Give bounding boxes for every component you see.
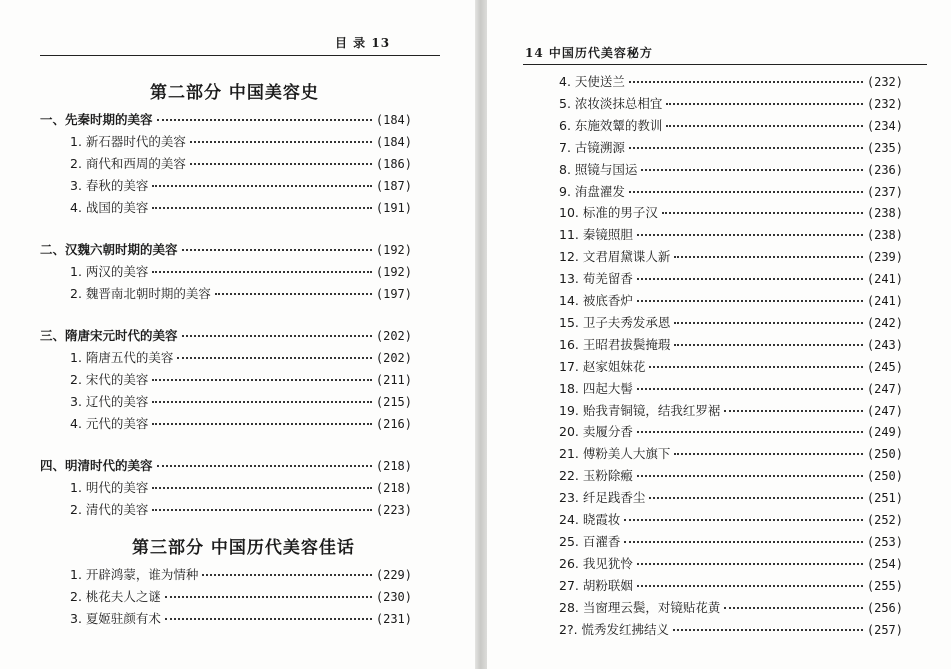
- toc-entry-title: 24. 晓霞妆: [559, 512, 621, 527]
- toc-entry[interactable]: [70, 501, 412, 519]
- dot-leader: [629, 147, 863, 149]
- dot-leader: [649, 497, 863, 499]
- dot-leader: [152, 207, 371, 209]
- toc-entry-title: 5. 浓妆淡抹总相宜: [559, 95, 663, 111]
- toc-entry-title: 2. 商代和西周的美容: [70, 156, 186, 171]
- toc-entry[interactable]: [559, 292, 903, 310]
- dot-leader: [637, 431, 863, 433]
- toc-entry[interactable]: [70, 155, 412, 173]
- toc-page-number: (230): [375, 590, 412, 604]
- toc-page-number: (247): [866, 381, 903, 396]
- dot-leader: [674, 256, 863, 258]
- toc-entry-title: 2. 宋代的美容: [70, 372, 149, 387]
- toc-entry-title: 8. 照镜与国运: [559, 161, 638, 177]
- dot-leader: [624, 541, 863, 543]
- toc-page-number: (243): [866, 337, 903, 352]
- toc-section-entry[interactable]: [40, 241, 412, 259]
- toc-page-number: (231): [375, 612, 412, 626]
- toc-page-number: (252): [866, 513, 903, 527]
- dot-leader: [202, 574, 371, 576]
- toc-entry-title: 1. 开辟鸿蒙，谁为情种: [70, 567, 199, 582]
- toc-entry-title: 1. 明代的美容: [70, 480, 149, 495]
- toc-page-number: (232): [866, 75, 903, 89]
- dot-leader: [165, 618, 372, 620]
- dot-leader: [157, 465, 372, 467]
- toc-entry[interactable]: [70, 393, 412, 411]
- toc-entry-title: 11. 秦镜照胆: [559, 227, 633, 243]
- toc-entry-title: 13. 荀羌留香: [559, 271, 633, 287]
- toc-entry[interactable]: [559, 489, 903, 507]
- dot-leader: [152, 423, 371, 425]
- toc-entry[interactable]: [559, 358, 903, 376]
- toc-entry[interactable]: [70, 199, 412, 217]
- dot-leader: [637, 234, 863, 236]
- toc-entry-title: 9. 洧盘濯发: [559, 183, 625, 199]
- toc-page-number: (250): [866, 447, 903, 462]
- toc-entry[interactable]: [559, 248, 903, 266]
- toc-entry[interactable]: [559, 511, 903, 529]
- dot-leader: [641, 169, 862, 171]
- toc-entry[interactable]: [70, 415, 412, 433]
- dot-leader: [674, 453, 863, 455]
- dot-leader: [724, 410, 863, 412]
- dot-leader: [637, 300, 863, 302]
- toc-entry[interactable]: [70, 371, 412, 389]
- toc-entry[interactable]: [70, 479, 412, 497]
- toc-entry-title: 17. 赵家姐妹花: [559, 358, 646, 374]
- dot-leader: [662, 212, 863, 214]
- dot-leader: [637, 563, 863, 565]
- toc-page-number: (223): [375, 503, 412, 517]
- book-gutter: [475, 0, 487, 669]
- toc-entry[interactable]: [559, 73, 903, 91]
- dot-leader: [152, 379, 371, 381]
- toc-page-number: (236): [866, 162, 903, 177]
- toc-page-number: (239): [866, 250, 903, 265]
- left-header-rule: [40, 55, 440, 56]
- dot-leader: [190, 163, 372, 165]
- dot-leader: [649, 366, 863, 368]
- toc-section-entry[interactable]: [40, 327, 412, 345]
- toc-page-number: (238): [866, 228, 903, 243]
- toc-entry[interactable]: [70, 133, 412, 151]
- dot-leader: [629, 191, 863, 193]
- toc-entry-title: 四、明清时代的美容: [40, 458, 153, 473]
- toc-entry-title: 4. 战国的美容: [70, 200, 149, 215]
- toc-page-number: (241): [866, 272, 903, 287]
- toc-page-number: (253): [866, 534, 903, 549]
- toc-page-number: (256): [866, 600, 903, 615]
- toc-page-number: (241): [866, 294, 903, 308]
- toc-entry[interactable]: [559, 226, 903, 244]
- dot-leader: [190, 141, 372, 143]
- toc-entry-title: 三、隋唐宋元时代的美容: [40, 328, 178, 343]
- left-page-header: 目 录 13: [335, 36, 391, 50]
- toc-entry[interactable]: [559, 467, 903, 485]
- toc-entry[interactable]: [70, 588, 412, 606]
- toc-page-number: (216): [375, 417, 412, 431]
- toc-entry-title: 2. 桃花夫人之谜: [70, 589, 161, 604]
- toc-page-number: (192): [375, 265, 412, 279]
- dot-leader: [624, 519, 863, 521]
- dot-leader: [637, 278, 863, 280]
- toc-entry-title: 2. 魏晋南北朝时期的美容: [70, 286, 211, 301]
- toc-entry[interactable]: [559, 555, 903, 573]
- toc-entry[interactable]: [559, 161, 903, 179]
- toc-entry[interactable]: [559, 445, 903, 463]
- toc-entry-title: 27. 胡粉联姻: [559, 577, 633, 593]
- toc-page-number: (215): [375, 395, 412, 409]
- toc-entry[interactable]: [70, 285, 412, 303]
- toc-entry[interactable]: [559, 533, 903, 551]
- toc-entry[interactable]: [559, 270, 903, 288]
- toc-page-number: (218): [375, 481, 412, 495]
- toc-entry[interactable]: [70, 263, 412, 281]
- toc-page-number: (247): [866, 403, 903, 418]
- toc-entry[interactable]: [559, 336, 903, 354]
- toc-section-entry[interactable]: [40, 457, 412, 475]
- dot-leader: [152, 271, 371, 273]
- toc-entry[interactable]: [559, 117, 903, 135]
- toc-page-number: (249): [866, 425, 903, 440]
- toc-entry[interactable]: [70, 349, 412, 367]
- dot-leader: [666, 103, 862, 105]
- toc-page-number: (184): [375, 135, 412, 149]
- dot-leader: [674, 322, 863, 324]
- toc-entry[interactable]: [559, 402, 903, 420]
- dot-leader: [152, 487, 371, 489]
- left-page: [0, 0, 475, 669]
- toc-entry[interactable]: [559, 95, 903, 113]
- toc-page-number: (238): [866, 206, 903, 221]
- toc-page-number: (218): [375, 459, 412, 473]
- part-two-title: 第二部分 中国美容史: [150, 83, 319, 103]
- right-page: [487, 0, 951, 669]
- toc-entry[interactable]: [70, 566, 412, 584]
- dot-leader: [666, 125, 862, 127]
- toc-entry-title: 10. 标准的男子汉: [559, 205, 658, 221]
- toc-entry[interactable]: [559, 204, 903, 222]
- toc-page-number: (237): [866, 184, 903, 199]
- dot-leader: [637, 475, 863, 477]
- dot-leader: [177, 357, 371, 359]
- toc-entry-title: 16. 王昭君拔鬓掩瑕: [559, 336, 671, 352]
- dot-leader: [673, 629, 863, 631]
- dot-leader: [157, 119, 372, 121]
- toc-entry-title: 4. 天使送兰: [559, 74, 625, 89]
- toc-page-number: (242): [866, 315, 903, 330]
- toc-page-number: (197): [375, 287, 412, 301]
- dot-leader: [152, 185, 371, 187]
- toc-entry[interactable]: [70, 610, 412, 628]
- toc-entry-title: 6. 东施效颦的教训: [559, 117, 663, 133]
- toc-page-number: (211): [375, 373, 412, 387]
- toc-entry-title: 3. 夏姬驻颜有术: [70, 611, 161, 626]
- toc-page-number: (235): [866, 140, 903, 155]
- toc-page-number: (192): [375, 243, 412, 257]
- toc-entry-title: 3. 春秋的美容: [70, 178, 149, 193]
- toc-entry[interactable]: [70, 177, 412, 195]
- dot-leader: [152, 401, 371, 403]
- dot-leader: [724, 607, 863, 609]
- toc-entry-title: 2. 清代的美容: [70, 502, 149, 517]
- toc-page-number: (251): [866, 491, 903, 506]
- toc-entry-title: 18. 四起大髻: [559, 380, 633, 396]
- toc-entry-title: 15. 卫子夫秀发承恩: [559, 314, 671, 330]
- right-header-rule: [523, 64, 927, 65]
- dot-leader: [637, 388, 863, 390]
- toc-page-number: (232): [866, 96, 903, 111]
- toc-entry-title: 二、汉魏六朝时期的美容: [40, 242, 178, 257]
- toc-page-number: (234): [866, 118, 903, 133]
- toc-page-number: (186): [375, 157, 412, 171]
- toc-entry-title: 23. 纤足践香尘: [559, 490, 646, 506]
- toc-entry-title: 一、先秦时期的美容: [40, 112, 153, 127]
- dot-leader: [637, 585, 863, 587]
- toc-entry-title: 14. 被底香炉: [559, 293, 633, 308]
- toc-entry[interactable]: [559, 621, 903, 639]
- toc-page-number: (250): [866, 469, 903, 484]
- dot-leader: [182, 249, 372, 251]
- toc-entry[interactable]: [559, 423, 903, 441]
- right-page-header: 14 中国历代美容秘方: [525, 46, 653, 60]
- toc-page-number: (202): [375, 351, 412, 365]
- toc-page-number: (191): [375, 201, 412, 215]
- toc-entry-title: 7. 古镜溯源: [559, 139, 625, 155]
- toc-entry[interactable]: [559, 577, 903, 595]
- toc-page-number: (229): [375, 568, 412, 582]
- toc-entry[interactable]: [559, 314, 903, 332]
- toc-entry-title: 3. 辽代的美容: [70, 394, 149, 409]
- toc-entry[interactable]: [559, 599, 903, 617]
- dot-leader: [182, 335, 372, 337]
- toc-entry[interactable]: [559, 380, 903, 398]
- toc-entry-title: 2?. 慌秀发红拂结义: [559, 621, 670, 637]
- toc-entry-title: 1. 新石器时代的美容: [70, 134, 186, 149]
- toc-section-entry[interactable]: [40, 111, 412, 129]
- toc-page-number: (255): [866, 578, 903, 593]
- toc-entry-title: 1. 隋唐五代的美容: [70, 350, 174, 365]
- toc-entry[interactable]: [559, 139, 903, 157]
- dot-leader: [152, 509, 371, 511]
- toc-page-number: (187): [375, 179, 412, 193]
- toc-entry-title: 22. 玉粉除瘢: [559, 468, 633, 484]
- toc-entry-title: 4. 元代的美容: [70, 416, 149, 431]
- dot-leader: [629, 81, 863, 83]
- toc-entry-title: 12. 文君眉黛谍人新: [559, 249, 671, 265]
- toc-page-number: (245): [866, 359, 903, 374]
- toc-entry-title: 26. 我见犹怜: [559, 555, 633, 571]
- toc-entry-title: 20. 卖履分香: [559, 424, 633, 440]
- toc-entry-title: 25. 百濯香: [559, 533, 621, 549]
- toc-entry-title: 1. 两汉的美容: [70, 264, 149, 279]
- toc-page-number: (202): [375, 329, 412, 343]
- toc-page-number: (184): [375, 113, 412, 127]
- toc-page-number: (257): [866, 622, 903, 637]
- dot-leader: [165, 596, 372, 598]
- dot-leader: [674, 344, 863, 346]
- toc-entry-title: 21. 傅粉美人大旗下: [559, 446, 671, 462]
- dot-leader: [215, 293, 372, 295]
- toc-entry-title: 19. 贻我青铜镜，结我红罗裾: [559, 402, 721, 418]
- toc-entry-title: 28. 当窗理云鬓，对镜贴花黄: [559, 599, 721, 615]
- part-three-title: 第三部分 中国历代美容佳话: [132, 538, 355, 558]
- toc-entry[interactable]: [559, 183, 903, 201]
- toc-page-number: (254): [866, 556, 903, 571]
